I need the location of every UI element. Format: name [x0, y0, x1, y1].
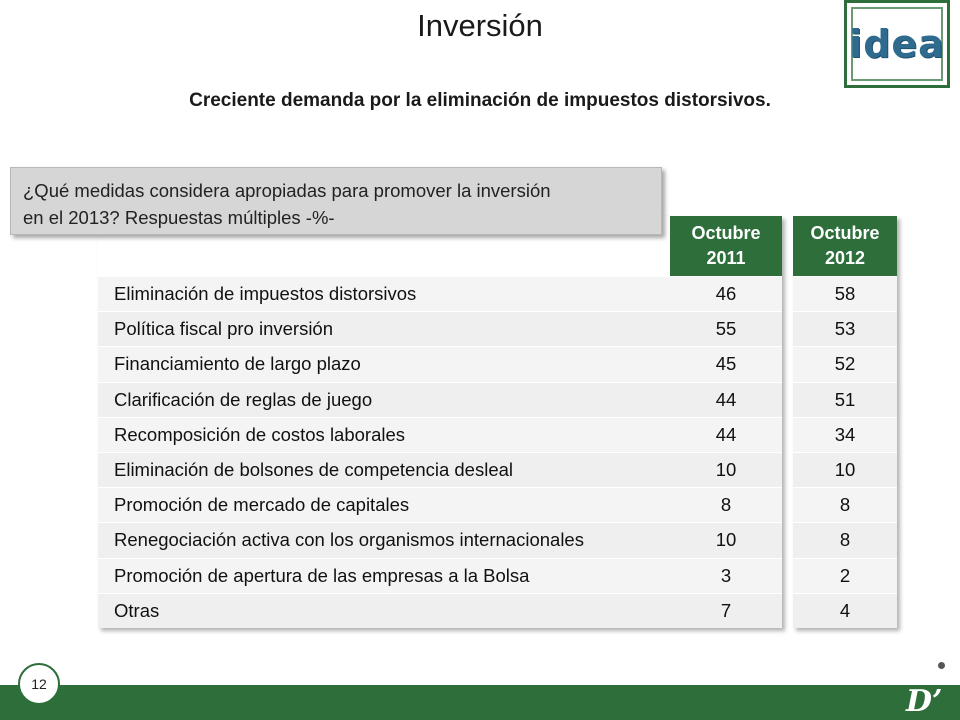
brand-mark: D’ — [906, 684, 943, 719]
question-box — [10, 167, 662, 235]
row-value-2012: 8 — [793, 487, 897, 522]
table-row — [98, 452, 782, 487]
row-value-2012: 52 — [793, 346, 897, 381]
row-label: Eliminación de impuestos distorsivos — [114, 283, 417, 304]
table-2012-body — [793, 276, 897, 628]
row-value-2012: 4 — [793, 593, 897, 628]
logo-text: idea — [849, 22, 945, 66]
table-october-2011 — [98, 216, 782, 628]
row-value-2011: 3 — [720, 564, 732, 586]
table-row — [98, 558, 782, 593]
header-year: 2012 — [824, 248, 866, 268]
row-label: Política fiscal pro inversión — [114, 318, 334, 340]
question-line-1: ¿Qué medidas considera apropiadas para promover la inversión — [23, 180, 551, 201]
header-month: Octubre — [810, 223, 880, 243]
column-header-october-2012 — [793, 216, 897, 276]
idea-logo — [844, 0, 950, 88]
logo-frame — [851, 7, 943, 81]
header-year: 2011 — [706, 248, 746, 268]
row-label: Recomposición de costos laborales — [114, 423, 406, 445]
table-row — [98, 382, 782, 417]
row-value-2012: 8 — [793, 522, 897, 557]
table-row — [98, 417, 782, 452]
table-row — [98, 593, 782, 628]
row-value-2011: 8 — [720, 494, 732, 516]
column-header-october-2011 — [670, 216, 782, 276]
page-number: 12 — [18, 663, 60, 705]
table-2011-body — [98, 276, 782, 628]
table-row — [98, 522, 782, 557]
row-label: Renegociación activa con los organismos internacionales — [114, 529, 584, 551]
row-label: Otras — [114, 599, 160, 621]
row-value-2012: 34 — [793, 417, 897, 452]
row-value-2011: 10 — [715, 458, 737, 480]
row-label: Promoción de apertura de las empresas a la Bolsa — [114, 564, 530, 586]
row-value-2012: 53 — [793, 311, 897, 346]
row-value-2012: 51 — [793, 382, 897, 417]
page-title: Inversión — [417, 8, 543, 43]
header-month: Octubre — [691, 223, 761, 243]
table-row — [98, 487, 782, 522]
row-value-2011: 46 — [715, 283, 737, 304]
row-value-2011: 55 — [715, 318, 737, 340]
decorative-dot — [938, 662, 945, 669]
row-value-2011: 45 — [715, 353, 737, 375]
table-row — [98, 346, 782, 381]
row-value-2012: 10 — [793, 452, 897, 487]
row-value-2011: 10 — [715, 529, 737, 551]
row-value-2011: 44 — [715, 423, 737, 445]
page-subtitle: Creciente demanda por la eliminación de impuestos distorsivos. — [189, 90, 771, 111]
row-label: Eliminación de bolsones de competencia desleal — [114, 458, 514, 480]
table-october-2012 — [793, 216, 897, 628]
row-value-2011: 44 — [715, 388, 737, 410]
footer-bar — [0, 685, 960, 720]
row-value-2011: 7 — [720, 599, 732, 621]
row-label: Clarificación de reglas de juego — [114, 388, 373, 410]
question-line-2: en el 2013? Respuestas múltiples -%- — [23, 207, 335, 228]
table-row — [98, 276, 782, 311]
row-value-2012: 2 — [793, 558, 897, 593]
row-label: Promoción de mercado de capitales — [114, 494, 410, 516]
row-label: Financiamiento de largo plazo — [114, 353, 361, 375]
table-row — [98, 311, 782, 346]
row-value-2012: 58 — [793, 276, 897, 311]
